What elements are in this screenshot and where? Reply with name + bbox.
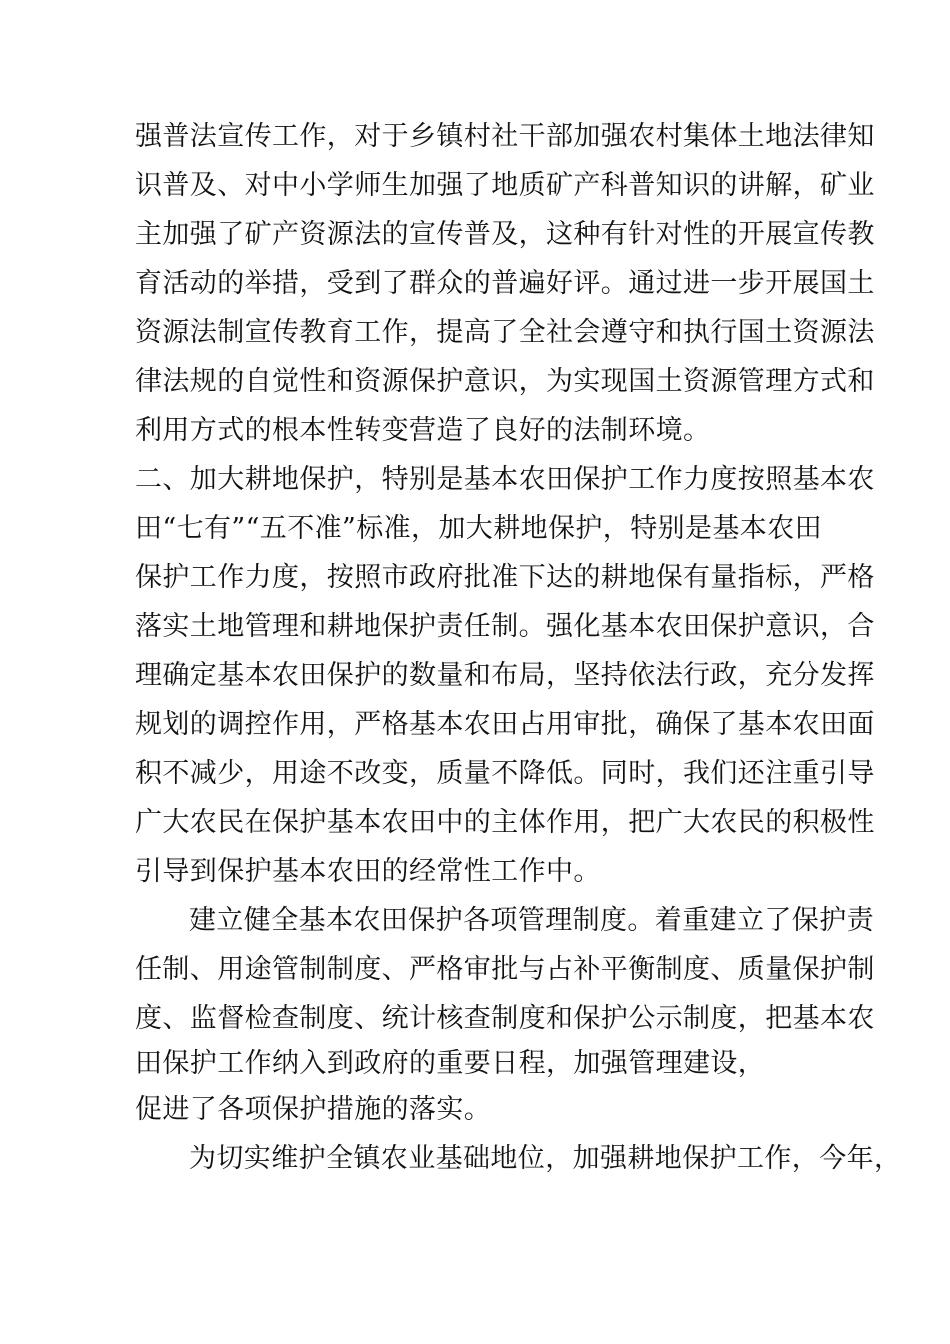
text-line: 任制、用途管制制度、严格审批与占补平衡制度、质量保护制 (135, 954, 875, 985)
text-line: 度、监督检查制度、统计核查制度和保护公示制度，把基本农 (135, 1003, 875, 1034)
text-line: 资源法制宣传教育工作，提高了全社会遵守和执行国土资源法 (135, 317, 875, 348)
text-line: 理确定基本农田保护的数量和布局，坚持依法行政，充分发挥 (135, 660, 875, 691)
section-heading-line: 二、加大耕地保护，特别是基本农田保护工作力度按照基本农 (135, 464, 875, 495)
text-line: 广大农民在保护基本农田中的主体作用，把广大农民的积极性 (135, 807, 875, 838)
text-line: 识普及、对中小学师生加强了地质矿产科普知识的讲解，矿业 (135, 170, 875, 201)
text-line: 促进了各项保护措施的落实。 (135, 1094, 492, 1125)
paragraph-first-line: 为切实维护全镇农业基础地位，加强耕地保护工作，今年， (189, 1143, 902, 1174)
text-line: 育活动的举措，受到了群众的普遍好评。通过进一步开展国土 (135, 268, 875, 299)
text-line: 田“七有”“五不准”标准，加大耕地保护，特别是基本农田 (135, 513, 823, 544)
document-body (135, 112, 902, 1183)
text-line: 田保护工作纳入到政府的重要日程，加强管理建设， (135, 1048, 766, 1079)
paragraph-first-line: 建立健全基本农田保护各项管理制度。着重建立了保护责 (189, 905, 874, 936)
text-line: 落实土地管理和耕地保护责任制。强化基本农田保护意识，合 (135, 611, 875, 642)
text-line: 积不减少，用途不改变，质量不降低。同时，我们还注重引导 (135, 758, 875, 789)
text-line: 律法规的自觉性和资源保护意识，为实现国土资源管理方式和 (135, 366, 875, 397)
text-line: 主加强了矿产资源法的宣传普及，这种有针对性的开展宣传教 (135, 219, 875, 250)
text-line: 引导到保护基本农田的经常性工作中。 (135, 856, 601, 887)
text-line: 利用方式的根本性转变营造了良好的法制环境。 (135, 415, 711, 446)
text-line: 保护工作力度，按照市政府批准下达的耕地保有量指标，严格 (135, 562, 875, 593)
text-line: 强普法宣传工作，对于乡镇村社干部加强农村集体土地法律知 (135, 121, 875, 152)
text-line: 规划的调控作用，严格基本农田占用审批，确保了基本农田面 (135, 709, 875, 740)
